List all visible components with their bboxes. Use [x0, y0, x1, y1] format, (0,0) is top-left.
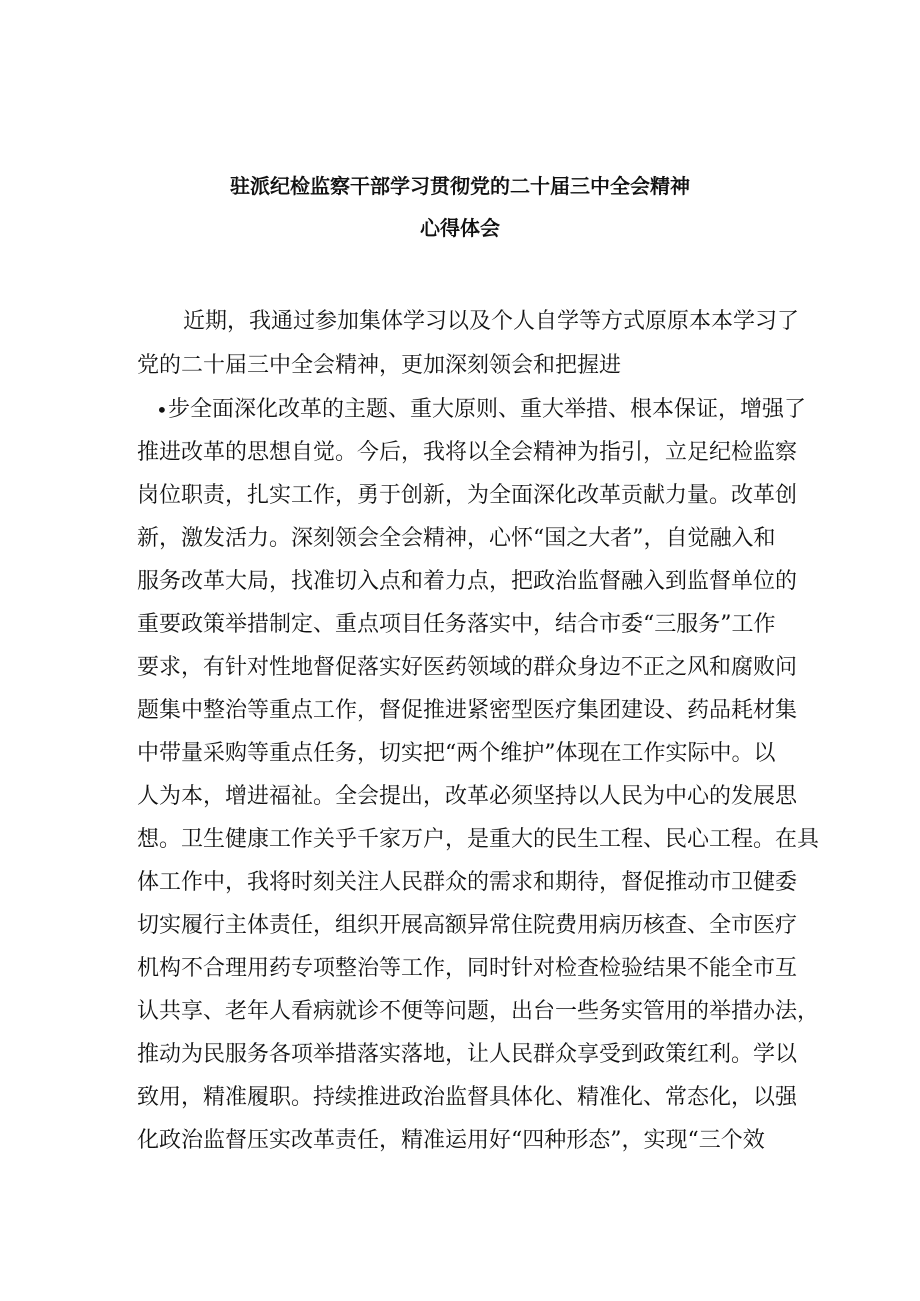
paragraph-line: 服务改革大局，找准切入点和着力点，把政治监督融入到监督单位的: [137, 569, 798, 594]
paragraph-line: 重要政策举措制定、重点项目任务落实中，结合市委“三服务”工作: [137, 612, 776, 637]
paragraph-line: 人为本，增进福祉。全会提出，改革必须坚持以人民为中心的发展思: [137, 784, 798, 809]
paragraph-line: 步全面深化改革的主题、重大原则、重大举措、根本保证，增强了: [168, 397, 807, 422]
paragraph-line: 近期，我通过参加集体学习以及个人自学等方式原原本本学习了: [183, 309, 800, 334]
paragraph-line: 致用，精准履职。持续推进政治监督具体化、精准化、常态化，以强: [137, 1085, 798, 1110]
paragraph-line: 想。卫生健康工作关乎千家万户，是重大的民生工程、民心工程。在具: [137, 827, 820, 852]
document-title-line-1: 驻派纪检监察干部学习贯彻党的二十届三中全会精神: [230, 174, 690, 198]
paragraph-line: 认共享、老年人看病就诊不便等问题，出台一些务实管用的举措办法，: [137, 999, 820, 1024]
paragraph-line: 推进改革的思想自觉。今后，我将以全会精神为指引，立足纪检监察: [137, 440, 798, 465]
paragraph-line: 中带量采购等重点任务，切实把“两个维护”体现在工作实际中。以: [137, 741, 776, 766]
paragraph-line: 新，激发活力。深刻领会全会精神，心怀“国之大者”，自觉融入和: [137, 526, 776, 551]
paragraph-line: 体工作中，我将时刻关注人民群众的需求和期待，督促推动市卫健委: [137, 870, 798, 895]
paragraph-line: 推动为民服务各项举措落实落地，让人民群众享受到政策红利。学以: [137, 1042, 798, 1067]
paragraph-line: 化政治监督压实改革责任，精准运用好“四种形态”，实现“三个效: [137, 1128, 765, 1153]
document-title-line-2: 心得体会: [420, 216, 500, 240]
paragraph-line: 题集中整治等重点工作，督促推进紧密型医疗集团建设、药品耗材集: [137, 698, 798, 723]
paragraph-line: 要求，有针对性地督促落实好医药领域的群众身边不正之风和腐败问: [137, 655, 798, 680]
paragraph-line: 机构不合理用药专项整治等工作，同时针对检查检验结果不能全市互: [137, 956, 798, 981]
paragraph-line: 党的二十届三中全会精神，更加深刻领会和把握进: [137, 353, 622, 378]
paragraph-line: 切实履行主体责任，组织开展高额异常住院费用病历核查、全市医疗: [137, 913, 798, 938]
bullet-mark: •: [156, 398, 168, 422]
paragraph-line: 岗位职责，扎实工作，勇于创新，为全面深化改革贡献力量。改革创: [137, 483, 798, 508]
